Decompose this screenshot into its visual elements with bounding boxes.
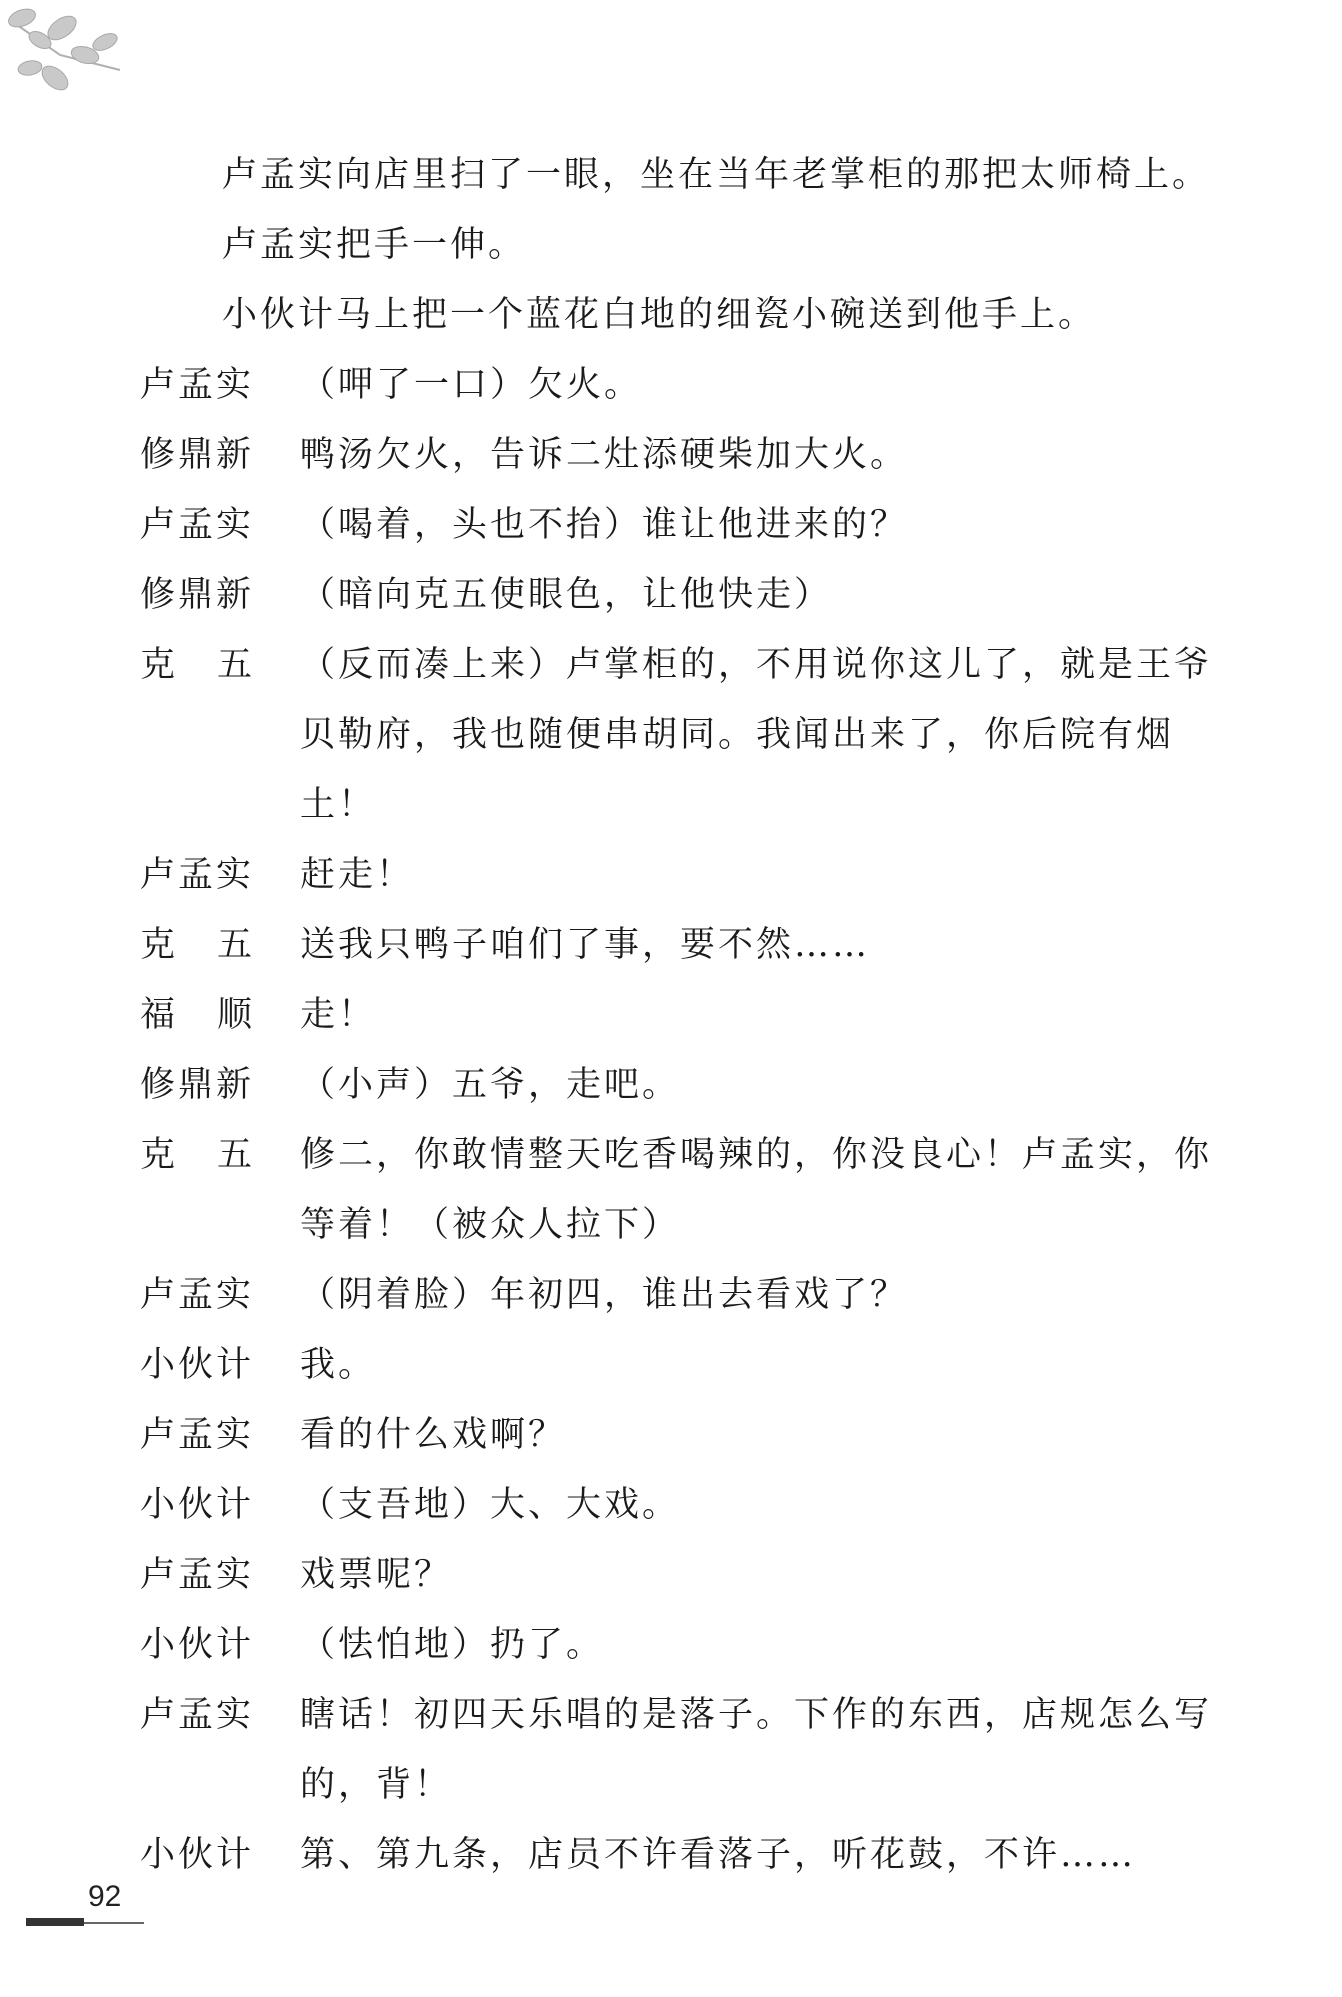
speech-text: 鸭汤欠火，告诉二灶添硬柴加大火。	[300, 435, 909, 475]
stage-direction: 卢孟实把手一伸。	[222, 225, 527, 265]
dialogue-line	[0, 560, 1342, 630]
speaker-name: 卢孟实	[140, 365, 255, 405]
dialogue-line	[0, 1260, 1342, 1330]
speech-text: （支吾地）大、大戏。	[300, 1485, 681, 1525]
dialogue-line	[0, 1400, 1342, 1470]
dialogue-line	[0, 1610, 1342, 1680]
footer-rule	[84, 1922, 144, 1924]
speech-text: （阴着脸）年初四，谁出去看戏了？	[300, 1275, 909, 1315]
speech-text: 第、第九条，店员不许看落子，听花鼓，不许……	[300, 1835, 1137, 1875]
speech-text: 赶走！	[300, 855, 415, 895]
dialogue-line	[0, 980, 1342, 1050]
footer-bar	[26, 1918, 84, 1926]
speech-text: 瞎话！初四天乐唱的是落子。下作的东西，店规怎么写的，背！	[300, 1695, 1213, 1805]
speech-text: （小声）五爷，走吧。	[300, 1065, 681, 1105]
dialogue-line	[0, 1330, 1342, 1400]
dialogue-line	[0, 1680, 1342, 1820]
speech-text: （暗向克五使眼色，让他快走）	[300, 575, 833, 615]
speech-text: （喝着，头也不抬）谁让他进来的？	[300, 505, 909, 545]
dialogue-line	[0, 1540, 1342, 1610]
speaker-name: 修鼎新	[140, 575, 255, 615]
speech-text: （反而凑上来）卢掌柜的，不用说你这儿了，就是王爷贝勒府，我也随便串胡同。我闻出来了，你后院有烟土！	[300, 645, 1213, 825]
speech-text: 我。	[300, 1345, 377, 1385]
stage-direction: 卢孟实向店里扫了一眼，坐在当年老掌柜的那把太师椅上。	[222, 155, 1211, 195]
speech-text: （怯怕地）扔了。	[300, 1625, 605, 1665]
dialogue-line	[0, 1820, 1342, 1890]
page-content	[0, 140, 1342, 1890]
dialogue-line	[0, 630, 1342, 840]
dialogue-line	[0, 490, 1342, 560]
speaker-name: 克五	[140, 925, 295, 965]
speaker-name: 修鼎新	[140, 1065, 255, 1105]
speaker-name: 福顺	[140, 995, 295, 1035]
dialogue-line	[0, 1120, 1342, 1260]
speaker-name: 卢孟实	[140, 505, 255, 545]
speaker-name: 克五	[140, 1135, 295, 1175]
dialogue-line	[0, 1050, 1342, 1120]
speech-text: 修二，你敢情整天吃香喝辣的，你没良心！卢孟实，你等着！（被众人拉下）	[300, 1135, 1213, 1245]
speaker-name: 卢孟实	[140, 855, 255, 895]
speech-text: 送我只鸭子咱们了事，要不然……	[300, 925, 871, 965]
page-number: 92	[88, 1880, 122, 1913]
speaker-name: 卢孟实	[140, 1275, 255, 1315]
speech-text: 戏票呢？	[300, 1555, 453, 1595]
speech-text: 看的什么戏啊？	[300, 1415, 567, 1455]
speaker-name: 卢孟实	[140, 1695, 255, 1735]
speaker-name: 小伙计	[140, 1485, 255, 1525]
speaker-name: 小伙计	[140, 1625, 255, 1665]
leaf-branch-icon	[0, 0, 140, 120]
dialogue-line	[0, 420, 1342, 490]
speech-text: （呷了一口）欠火。	[300, 365, 643, 405]
speaker-name: 小伙计	[140, 1835, 255, 1875]
dialogue-line	[0, 910, 1342, 980]
speaker-name: 卢孟实	[140, 1415, 255, 1455]
stage-direction: 小伙计马上把一个蓝花白地的细瓷小碗送到他手上。	[222, 295, 1097, 335]
speaker-name: 克五	[140, 645, 295, 685]
speaker-name: 小伙计	[140, 1345, 255, 1385]
speaker-name: 修鼎新	[140, 435, 255, 475]
dialogue-line	[0, 840, 1342, 910]
dialogue-line	[0, 1470, 1342, 1540]
speaker-name: 卢孟实	[140, 1555, 255, 1595]
dialogue-line	[0, 350, 1342, 420]
speech-text: 走！	[300, 995, 377, 1035]
